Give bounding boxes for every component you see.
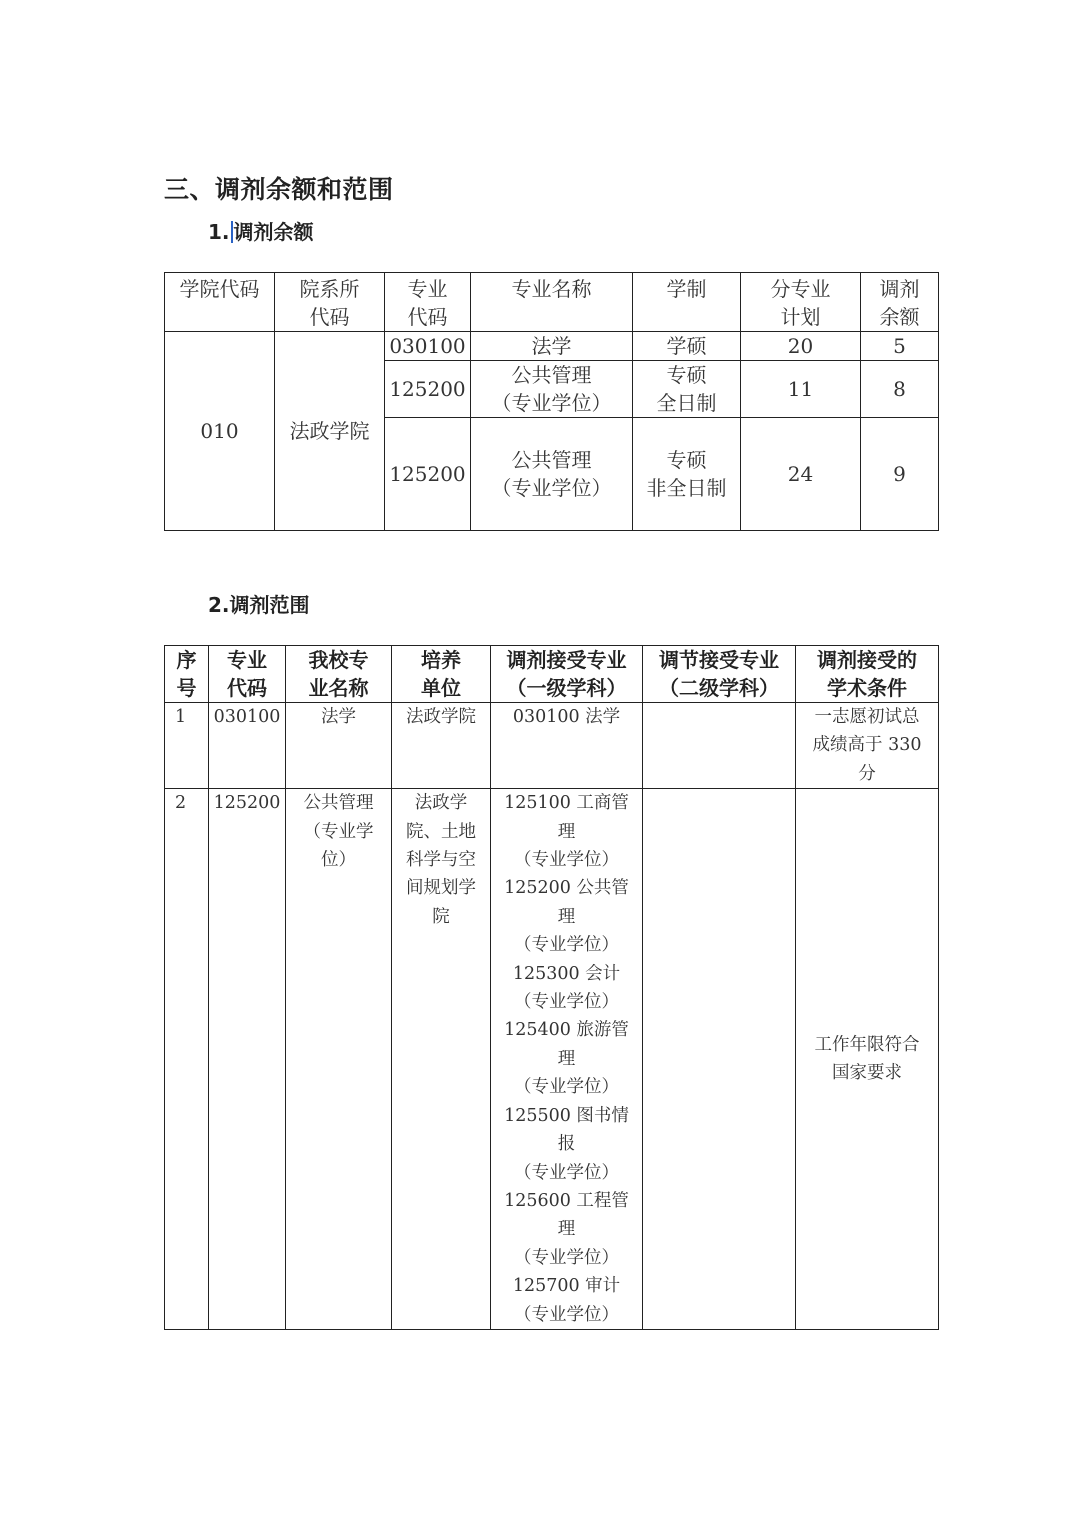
row-number-cell: 2 [165,789,209,1330]
study-system-cell: 学硕 [633,332,741,361]
header-cell: 院系所 代码 [275,273,385,332]
major-code-cell: 125200 [385,418,471,531]
table-header-row [165,646,939,703]
header-cell: 调剂 余额 [861,273,939,332]
major-name-cell: 公共管理 （专业学位） [471,361,633,418]
subheading-remaining-quota [208,216,314,245]
table-row [165,332,939,361]
academic-condition-cell: 工作年限符合 国家要求 [796,789,939,1330]
major-name-cell: 法学 [471,332,633,361]
header-cell: 专业 代码 [385,273,471,332]
header-cell: 学院代码 [165,273,275,332]
table-header-row [165,273,939,332]
plan-cell: 24 [741,418,861,531]
remaining-cell: 9 [861,418,939,531]
text-cursor [231,221,233,243]
accept-second-level-cell [643,703,796,789]
quota-table [164,272,939,531]
academic-condition-cell: 一志愿初试总 成绩高于 330 分 [796,703,939,789]
major-code-cell: 030100 [385,332,471,361]
plan-cell: 20 [741,332,861,361]
table-row [165,789,939,1330]
college-name-cell: 法政学院 [275,332,385,531]
remaining-cell: 8 [861,361,939,418]
header-cell: 专业 代码 [209,646,286,703]
remaining-cell: 5 [861,332,939,361]
subheading-text: 调剂余额 [233,220,314,244]
row-number-cell: 1 [165,703,209,789]
accept-second-level-cell [643,789,796,1330]
header-cell: 培养 单位 [392,646,491,703]
training-unit-cell: 法政学院 [392,703,491,789]
major-code-cell: 125200 [209,789,286,1330]
subheading-number: 1. [208,220,230,244]
study-system-cell: 专硕 全日制 [633,361,741,418]
header-cell: 专业名称 [471,273,633,332]
major-name-cell: 公共管理 （专业学位） [471,418,633,531]
header-cell: 分专业 计划 [741,273,861,332]
major-name-cell: 法学 [286,703,392,789]
subheading-adjustment-scope: 2.调剂范围 [208,593,310,617]
header-cell: 调剂接受的 学术条件 [796,646,939,703]
training-unit-cell: 法政学 院、土地 科学与空 间规划学 院 [392,789,491,1330]
header-cell: 学制 [633,273,741,332]
major-name-cell: 公共管理 （专业学 位） [286,789,392,1330]
header-cell: 调节接受专业 （二级学科） [643,646,796,703]
scope-table [164,645,939,1330]
major-code-cell: 030100 [209,703,286,789]
accept-first-level-cell: 030100 法学 [491,703,643,789]
table-row [165,703,939,789]
header-cell: 我校专 业名称 [286,646,392,703]
study-system-cell: 专硕 非全日制 [633,418,741,531]
plan-cell: 11 [741,361,861,418]
section-title: 三、调剂余额和范围 [164,175,394,204]
header-cell: 调剂接受专业 （一级学科） [491,646,643,703]
major-code-cell: 125200 [385,361,471,418]
college-code-cell: 010 [165,332,275,531]
header-cell: 序 号 [165,646,209,703]
accept-first-level-cell: 125100 工商管 理 （专业学位） 125200 公共管 理 （专业学位） 125300 会计 （专业学位） 125400 旅游管 理 （专业学位） 125500 图书情 报 （专业学位） 125600 工程管 理 （专业学位） 125700 审计 （专业学位） [491,789,643,1330]
